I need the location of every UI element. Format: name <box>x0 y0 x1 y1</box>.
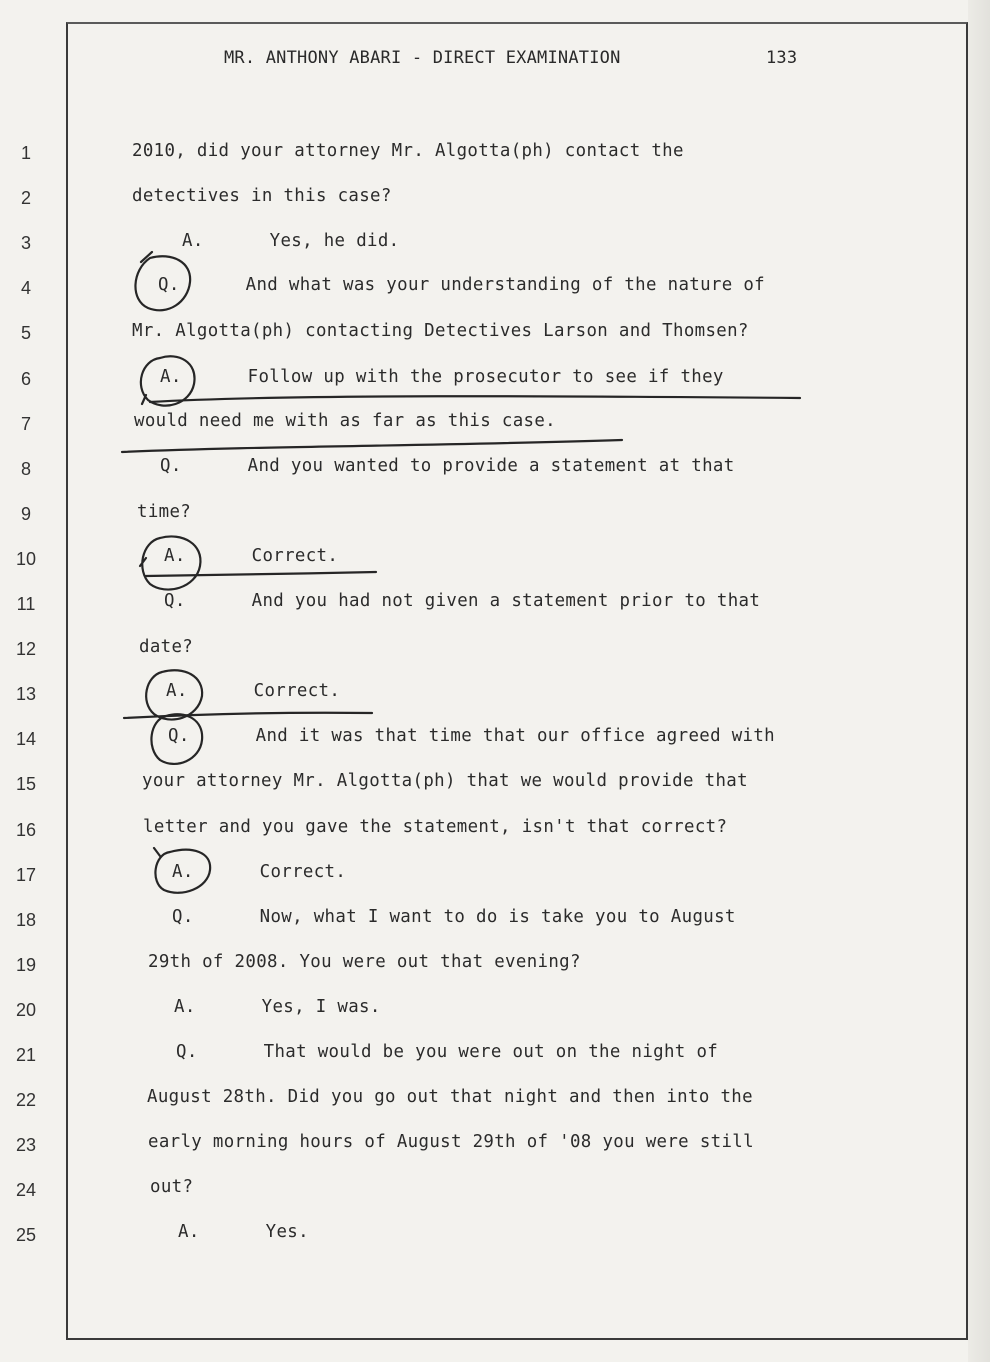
line-number: 2 <box>20 188 31 209</box>
line-text: would need me with as far as this case. <box>134 410 556 431</box>
line-number: 5 <box>20 323 31 344</box>
transcript-line <box>132 186 392 206</box>
line-number: 8 <box>20 458 31 479</box>
line-number: 25 <box>15 1225 37 1246</box>
speaker-label: A. <box>178 1222 200 1243</box>
transcript-line <box>182 231 399 251</box>
line-number: 7 <box>20 413 31 434</box>
speaker-label: A. <box>174 996 196 1017</box>
transcript-line <box>166 681 340 701</box>
line-text: And what was your understanding of the nature of <box>245 275 766 296</box>
transcript-line <box>148 952 581 972</box>
transcript-line <box>174 997 381 1017</box>
line-text: And you had not given a statement prior to that <box>251 591 761 611</box>
transcript-line <box>137 502 191 522</box>
line-text: Yes. <box>265 1222 309 1243</box>
line-number: 13 <box>15 684 37 705</box>
examination-title: MR. ANTHONY ABARI - DIRECT EXAMINATION <box>224 48 621 68</box>
speaker-label: Q. <box>172 906 194 927</box>
line-text: date? <box>139 637 194 658</box>
line-text: 2010, did your attorney Mr. Algotta(ph) contact the <box>132 141 684 161</box>
line-text: Now, what I want to do is take you to August <box>259 906 736 927</box>
transcript-line <box>178 1222 309 1242</box>
transcript-line <box>143 817 727 837</box>
line-number: 11 <box>16 594 36 614</box>
line-number: 9 <box>20 503 31 524</box>
transcript-line <box>160 456 735 476</box>
transcript-line <box>142 771 748 791</box>
line-text: your attorney Mr. Algotta(ph) that we would provide that <box>142 771 748 792</box>
line-text: That would be you were out on the night of <box>263 1042 719 1062</box>
line-number: 10 <box>15 548 37 569</box>
line-number: 20 <box>15 999 37 1020</box>
page-number: 133 <box>766 48 798 68</box>
line-number: 23 <box>15 1135 37 1156</box>
transcript-line <box>160 367 724 387</box>
line-text: early morning hours of August 29th of '08 you were still <box>148 1132 754 1153</box>
speaker-label: A. <box>172 861 194 882</box>
transcript-line <box>176 1042 718 1062</box>
line-number: 12 <box>15 639 37 660</box>
line-number: 22 <box>15 1090 37 1111</box>
line-text: Follow up with the prosecutor to see if they <box>247 366 724 387</box>
line-number: 3 <box>20 233 31 254</box>
line-text: And you wanted to provide a statement at that <box>247 455 735 476</box>
line-number: 15 <box>15 774 37 795</box>
line-text: Mr. Algotta(ph) contacting Detectives Larson and Thomsen? <box>132 321 749 342</box>
line-number: 17 <box>15 864 37 885</box>
line-text: letter and you gave the statement, isn't that correct? <box>143 816 728 837</box>
line-number: 19 <box>15 954 37 975</box>
transcript-line <box>164 591 760 611</box>
line-text: Yes, he did. <box>269 231 400 252</box>
line-text: 29th of 2008. You were out that evening? <box>148 951 581 972</box>
line-number: 21 <box>15 1045 37 1065</box>
transcript-line <box>168 726 775 746</box>
speaker-label: Q. <box>176 1042 198 1062</box>
line-text: detectives in this case? <box>132 186 392 207</box>
speaker-label: A. <box>166 681 188 702</box>
line-number: 18 <box>15 909 37 930</box>
line-text: time? <box>137 501 192 522</box>
speaker-label: Q. <box>158 275 180 296</box>
speaker-label: A. <box>164 545 186 566</box>
line-text: August 28th. Did you go out that night and then into the <box>147 1087 753 1108</box>
line-number: 4 <box>20 278 31 299</box>
line-number: 1 <box>20 143 31 163</box>
line-number: 6 <box>20 368 31 389</box>
line-text: Yes, I was. <box>261 996 381 1017</box>
speaker-label: Q. <box>168 726 190 747</box>
line-text: Correct. <box>251 545 339 566</box>
line-number: 14 <box>15 729 37 750</box>
line-text: out? <box>150 1177 194 1198</box>
speaker-label: A. <box>160 366 182 387</box>
transcript-line <box>139 637 193 657</box>
line-number: 24 <box>15 1180 37 1201</box>
line-text: And it was that time that our office agreed with <box>255 726 776 747</box>
transcript-line <box>148 1132 754 1152</box>
transcript-line <box>172 862 346 882</box>
speaker-label: Q. <box>164 591 186 611</box>
transcript-line <box>164 546 338 566</box>
transcript-line <box>132 141 684 161</box>
transcript-line <box>132 321 749 341</box>
line-number: 16 <box>15 819 37 840</box>
line-text: Correct. <box>253 681 341 702</box>
line-text: Correct. <box>259 861 347 882</box>
transcript-line <box>134 411 556 431</box>
speaker-label: Q. <box>160 455 182 476</box>
transcript-line <box>172 907 736 927</box>
speaker-label: A. <box>182 231 204 252</box>
transcript-line <box>150 1177 193 1197</box>
transcript-line <box>158 275 765 295</box>
transcript-line <box>147 1087 753 1107</box>
